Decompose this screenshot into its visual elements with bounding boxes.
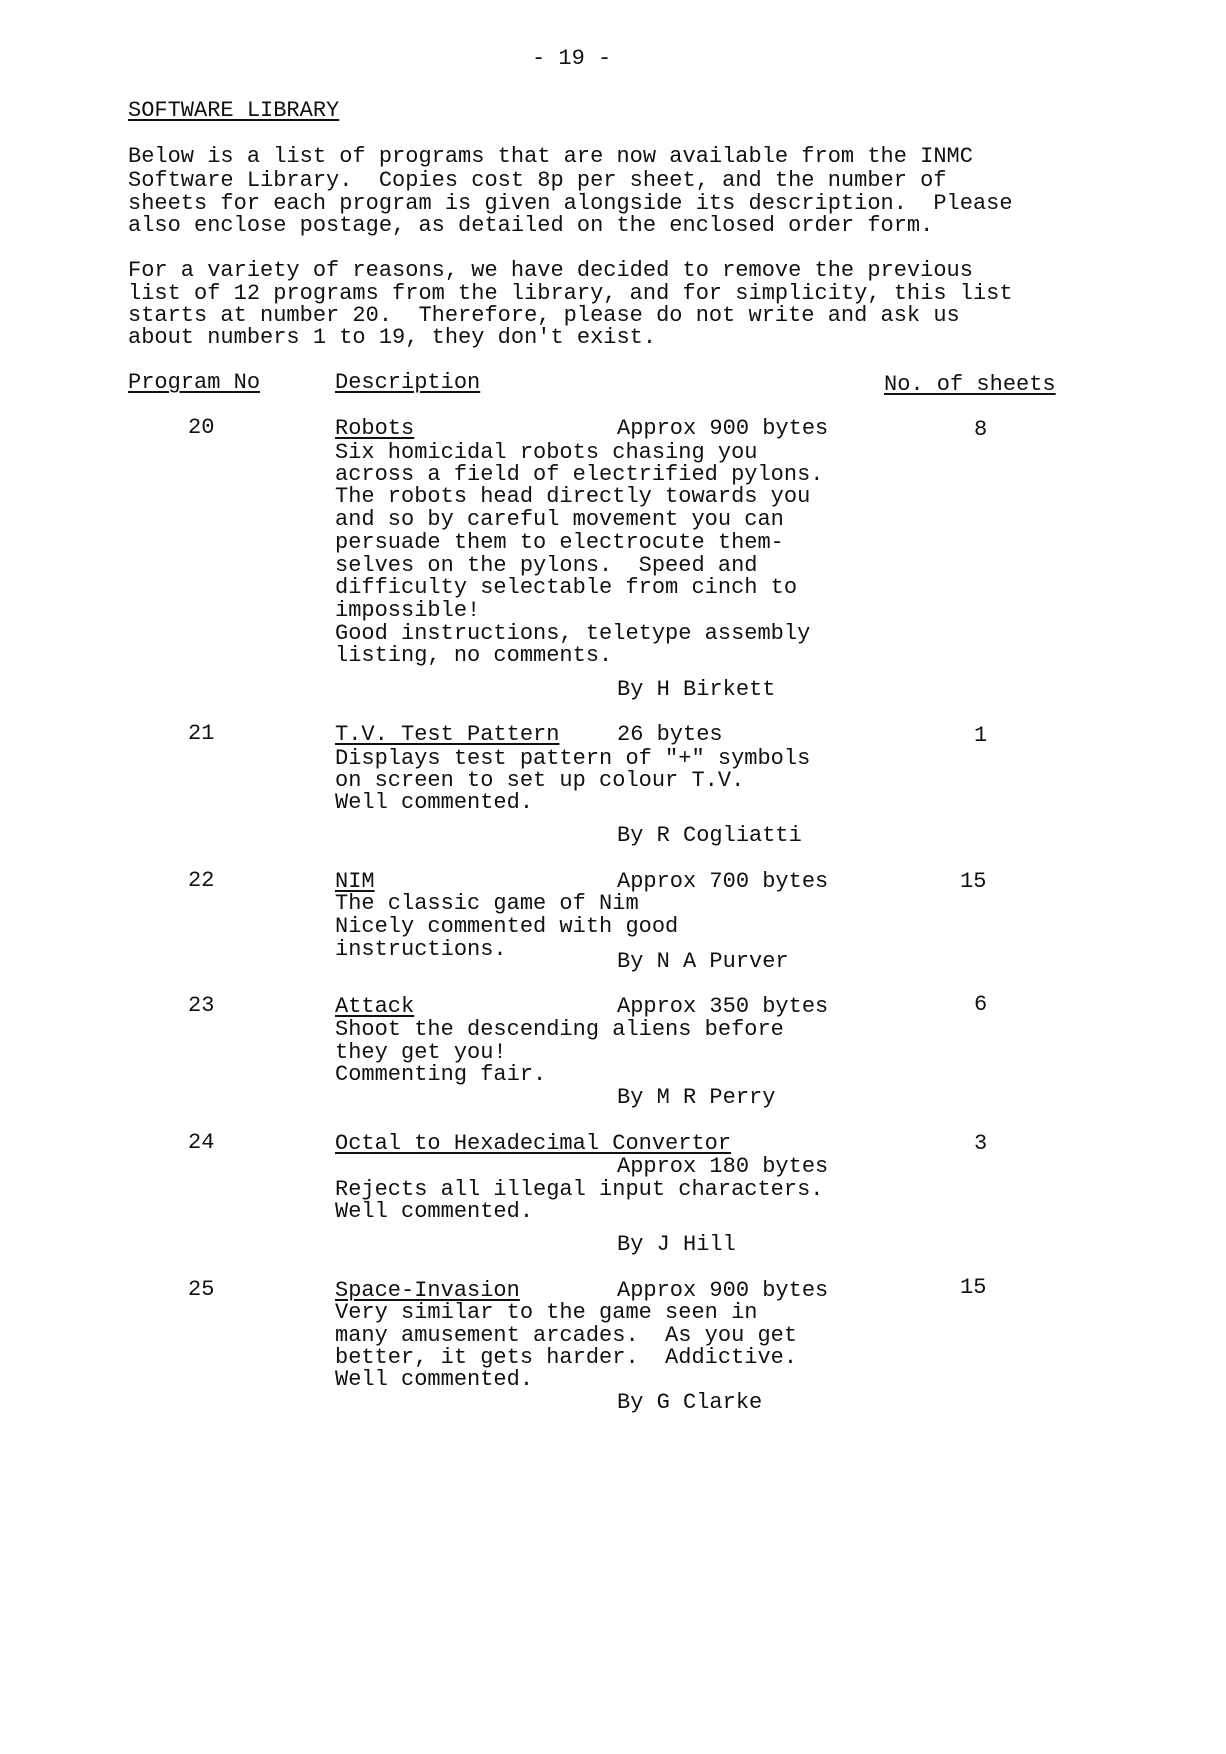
notice-line: list of 12 programs from the library, and for simplicity, this list — [128, 281, 1013, 306]
intro-line: Software Library. Copies cost 8p per sheet, and the number of — [128, 168, 947, 193]
program-size: Approx 900 bytes — [617, 1278, 829, 1303]
description-line: Commenting fair. — [335, 1062, 547, 1087]
sheet-count: 6 — [974, 992, 988, 1017]
header-program-no: Program No — [128, 370, 261, 395]
intro-line: also enclose postage, as detailed on the enclosed order form. — [128, 213, 934, 238]
program-name: NIM — [335, 869, 375, 894]
description-line: Rejects all illegal input characters. — [335, 1177, 824, 1202]
program-number: 20 — [188, 415, 215, 440]
sheet-count: 15 — [960, 869, 987, 894]
description-line: The robots head directly towards you — [335, 484, 811, 509]
sheet-count: 3 — [974, 1131, 988, 1156]
header-sheets: No. of sheets — [884, 372, 1056, 397]
description-line: on screen to set up colour T.V. — [335, 768, 745, 793]
description-line: impossible! — [335, 598, 481, 623]
description-line: Well commented. — [335, 1367, 534, 1392]
description-line: Well commented. — [335, 1199, 534, 1224]
page-number: - 19 - — [532, 46, 612, 71]
description-line: The classic game of Nim — [335, 891, 639, 916]
program-size: 26 bytes — [617, 722, 723, 747]
program-author: By J Hill — [617, 1232, 736, 1257]
description-line: and so by careful movement you can — [335, 507, 784, 532]
description-line: persuade them to electrocute them- — [335, 530, 784, 555]
program-author: By N A Purver — [617, 949, 789, 974]
page-title: SOFTWARE LIBRARY — [128, 98, 340, 123]
intro-line: sheets for each program is given alongside its description. Please — [128, 191, 1013, 216]
description-line: across a field of electrified pylons. — [335, 462, 824, 487]
program-number: 21 — [188, 721, 215, 746]
program-size: Approx 700 bytes — [617, 869, 829, 894]
header-description: Description — [335, 370, 481, 395]
intro-line: Below is a list of programs that are now available from the INMC — [128, 144, 973, 169]
program-name: Octal to Hexadecimal Convertor — [335, 1131, 732, 1156]
description-line: better, it gets harder. Addictive. — [335, 1345, 798, 1370]
description-line: Very similar to the game seen in — [335, 1300, 758, 1325]
program-author: By H Birkett — [617, 677, 776, 702]
notice-line: For a variety of reasons, we have decided to remove the previous — [128, 258, 973, 283]
program-name: T.V. Test Pattern — [335, 722, 560, 747]
program-number: 22 — [188, 868, 215, 893]
program-name: Robots — [335, 416, 415, 441]
description-line: Displays test pattern of "+" symbols — [335, 746, 811, 771]
program-size: Approx 900 bytes — [617, 416, 829, 441]
notice-line: starts at number 20. Therefore, please do not write and ask us — [128, 303, 960, 328]
description-line: Nicely commented with good — [335, 914, 679, 939]
description-line: selves on the pylons. Speed and — [335, 553, 758, 578]
description-line: instructions. — [335, 937, 507, 962]
program-author: By G Clarke — [617, 1390, 763, 1415]
program-number: 23 — [188, 993, 215, 1018]
program-size: Approx 180 bytes — [617, 1154, 829, 1179]
program-name: Space-Invasion — [335, 1278, 520, 1303]
program-number: 24 — [188, 1130, 215, 1155]
description-line: many amusement arcades. As you get — [335, 1323, 798, 1348]
description-line: Well commented. — [335, 790, 534, 815]
description-line: Shoot the descending aliens before — [335, 1017, 784, 1042]
sheet-count: 8 — [974, 417, 988, 442]
program-author: By M R Perry — [617, 1085, 776, 1110]
description-line: they get you! — [335, 1040, 507, 1065]
program-author: By R Cogliatti — [617, 823, 802, 848]
description-line: difficulty selectable from cinch to — [335, 575, 798, 600]
sheet-count: 1 — [974, 723, 988, 748]
program-name: Attack — [335, 994, 415, 1019]
notice-line: about numbers 1 to 19, they don't exist. — [128, 325, 657, 350]
description-line: Good instructions, teletype assembly — [335, 621, 811, 646]
program-size: Approx 350 bytes — [617, 994, 829, 1019]
program-number: 25 — [188, 1277, 215, 1302]
description-line: listing, no comments. — [335, 643, 613, 668]
description-line: Six homicidal robots chasing you — [335, 440, 758, 465]
sheet-count: 15 — [960, 1275, 987, 1300]
